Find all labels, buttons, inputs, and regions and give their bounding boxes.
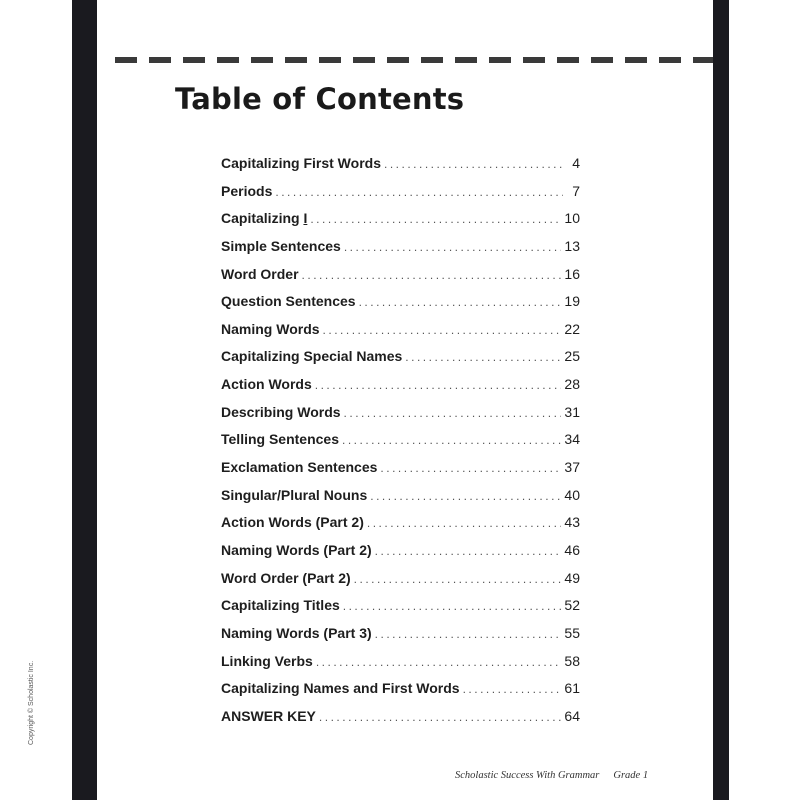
- toc-entry-page: 52: [564, 597, 580, 614]
- toc-entry-page: 22: [564, 320, 580, 337]
- copyright-notice: Copyright © Scholastic Inc.: [28, 660, 35, 745]
- toc-entry: [221, 238, 580, 266]
- toc-entry-label: Telling Sentences: [221, 431, 339, 448]
- footer-book-title: Scholastic Success With Grammar: [455, 770, 600, 781]
- toc-entry: [221, 708, 580, 736]
- toc-entry-label: Capitalizing Names and First Words: [221, 680, 460, 697]
- toc-leader-dots: [375, 627, 562, 641]
- toc-entry: [221, 542, 580, 570]
- toc-entry-label: Action Words (Part 2): [221, 514, 364, 531]
- toc-entry-label: Periods: [221, 182, 273, 199]
- footer-grade: Grade 1: [613, 770, 649, 781]
- toc-entry-page: 13: [564, 237, 580, 254]
- toc-entry-label: Linking Verbs: [221, 652, 313, 669]
- toc-entry-page: 19: [564, 293, 580, 310]
- toc-entry-label: Word Order: [221, 265, 299, 282]
- toc-leader-dots: [323, 323, 562, 337]
- toc-entry-label: Capitalizing First Words: [221, 155, 381, 171]
- toc-entry: [221, 348, 580, 376]
- toc-leader-dots: [310, 212, 561, 226]
- toc-entry: [221, 431, 580, 459]
- toc-entry-page: 37: [564, 459, 580, 476]
- table-of-contents: [221, 155, 580, 735]
- toc-entry-page: 61: [564, 680, 580, 697]
- toc-leader-dots: [380, 461, 561, 475]
- toc-entry-page: 4: [572, 155, 580, 171]
- toc-leader-dots: [359, 295, 562, 309]
- toc-entry-page: 25: [564, 348, 580, 365]
- toc-leader-dots: [344, 406, 562, 420]
- toc-entry-page: 16: [564, 265, 580, 282]
- toc-entry-page: 55: [564, 624, 580, 641]
- toc-leader-dots: [354, 572, 562, 586]
- toc-entry-label: Naming Words: [221, 320, 320, 337]
- page-title: Table of Contents: [175, 82, 465, 116]
- toc-entry-label: [221, 210, 307, 226]
- toc-entry-label: Capitalizing Special Names: [221, 348, 403, 365]
- toc-leader-dots: [367, 516, 562, 530]
- toc-entry: [221, 625, 580, 653]
- dashed-rule: [115, 57, 713, 63]
- toc-leader-dots: [384, 157, 563, 171]
- toc-entry: [221, 680, 580, 708]
- toc-entry: [221, 459, 580, 487]
- toc-leader-dots: [343, 599, 562, 613]
- toc-entry-label: Simple Sentences: [221, 237, 341, 254]
- toc-entry-label: Action Words: [221, 376, 312, 393]
- toc-entry: [221, 210, 580, 238]
- toc-entry-label: Question Sentences: [221, 293, 356, 310]
- toc-entry-label-emphasis: I: [303, 210, 308, 227]
- toc-entry: [221, 266, 580, 294]
- toc-leader-dots: [316, 655, 562, 669]
- toc-entry: [221, 597, 580, 625]
- toc-entry-label: ANSWER KEY: [221, 707, 316, 724]
- toc-entry-page: 46: [564, 541, 580, 558]
- toc-leader-dots: [319, 710, 562, 724]
- right-frame-bar: [713, 0, 729, 800]
- toc-entry-label: Exclamation Sentences: [221, 459, 378, 476]
- toc-entry-label-text: Capitalizing: [221, 210, 304, 227]
- toc-entry: [221, 404, 580, 432]
- toc-entry: [221, 514, 580, 542]
- toc-entry-page: 34: [564, 431, 580, 448]
- toc-leader-dots: [463, 682, 562, 696]
- toc-entry: [221, 570, 580, 598]
- toc-entry: [221, 376, 580, 404]
- toc-entry-label: Capitalizing Titles: [221, 597, 340, 614]
- toc-leader-dots: [302, 268, 562, 282]
- toc-entry-label: Naming Words (Part 2): [221, 541, 372, 558]
- toc-entry-page: 7: [572, 182, 580, 199]
- toc-entry: [221, 653, 580, 681]
- toc-entry-page: 49: [564, 569, 580, 586]
- toc-entry-page: 40: [564, 486, 580, 503]
- toc-entry: [221, 155, 580, 183]
- toc-entry: [221, 183, 580, 211]
- toc-entry-page: 64: [564, 707, 580, 724]
- toc-entry: [221, 321, 580, 349]
- page-footer: [455, 770, 648, 781]
- toc-entry-label: Naming Words (Part 3): [221, 624, 372, 641]
- toc-leader-dots: [375, 544, 562, 558]
- toc-entry-label: Describing Words: [221, 403, 341, 420]
- toc-leader-dots: [275, 185, 563, 199]
- toc-leader-dots: [315, 378, 562, 392]
- toc-entry-label: Singular/Plural Nouns: [221, 486, 368, 503]
- left-frame-bar: [72, 0, 97, 800]
- toc-leader-dots: [344, 240, 562, 254]
- toc-entry-page: 28: [564, 376, 580, 393]
- toc-entry-page: 58: [564, 652, 580, 669]
- toc-entry: [221, 487, 580, 515]
- toc-leader-dots: [405, 350, 561, 364]
- toc-leader-dots: [342, 433, 561, 447]
- toc-entry: [221, 293, 580, 321]
- toc-entry-page: 43: [564, 514, 580, 531]
- toc-entry-page: 10: [564, 210, 580, 227]
- toc-leader-dots: [370, 489, 561, 503]
- toc-entry-label: Word Order (Part 2): [221, 569, 351, 586]
- document-page: [97, 0, 713, 800]
- toc-entry-page: 31: [564, 403, 580, 420]
